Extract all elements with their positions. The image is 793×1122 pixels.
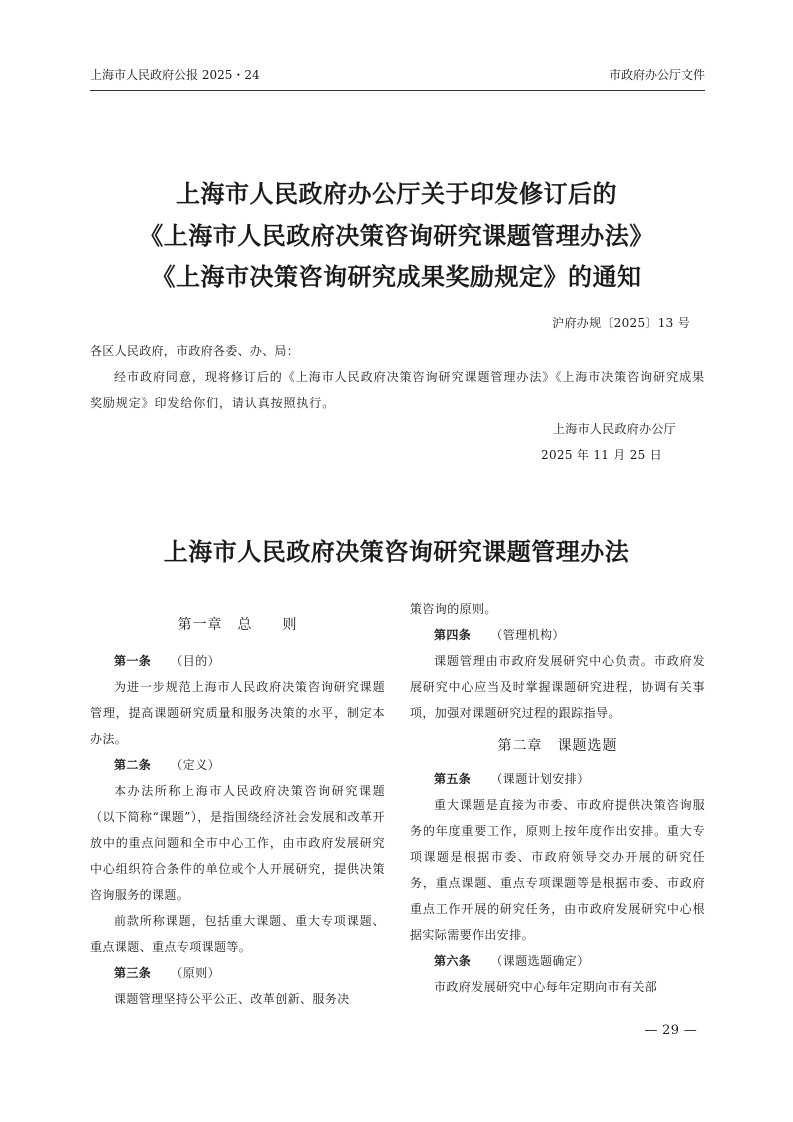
notice-date: 2025 年 11 月 25 日 — [541, 448, 662, 462]
article-title: （管理机构） — [490, 628, 565, 642]
article-1-heading — [90, 648, 385, 674]
article-3-text-start: 课题管理坚持公平公正、改革创新、服务决 — [114, 992, 350, 1006]
page-number: — 29 — — [644, 1023, 697, 1038]
article-title: （目的） — [170, 654, 220, 668]
article-5-text: 重大课题是直接为市委、市政府提供决策咨询服务的年度重要工作，原则上按年度作出安排。重大专项课题是根据市委、市政府领导交办开展的研究任务，重点课题、重点专项课题等是根据市委、市政府重点工作开展的研究任务，由市政府发展研究中心根据实际需要作出安排。 — [410, 798, 705, 942]
article-5-heading — [410, 766, 705, 792]
article-3-heading — [90, 960, 385, 986]
article-4-heading — [410, 622, 705, 648]
article-6-heading — [410, 948, 705, 974]
article-2-heading — [90, 752, 385, 778]
article-title: （课题计划安排） — [490, 772, 590, 786]
article-3-text-end: 策咨询的原则。 — [410, 602, 497, 616]
chapter-2-heading: 第二章 课题选题 — [497, 738, 618, 754]
article-label: 第四条 — [434, 628, 472, 642]
article-2-text-1: 本办法所称上海市人民政府决策咨询研究课题（以下简称“课题”），是指围绕经济社会发展和改革开放中的重点问题和全市中心工作，由市政府发展研究中心组织符合条件的单位或个人开展研究，提供决策咨询服务的课题。 — [90, 784, 385, 902]
article-label: 第二条 — [114, 758, 152, 772]
chapter-1-heading: 第一章 总 则 — [177, 617, 298, 633]
article-title: （原则） — [170, 966, 220, 980]
article-6-text: 市政府发展研究中心每年定期向市有关部 — [434, 980, 658, 994]
regulation-title: 上海市人民政府决策咨询研究课题管理办法 — [163, 537, 630, 566]
article-label: 第五条 — [434, 772, 472, 786]
header-section: 市政府办公厅文件 — [608, 68, 705, 82]
article-title: （定义） — [170, 758, 220, 772]
left-column — [90, 596, 385, 1012]
header-rule — [90, 90, 705, 91]
header-publication: 上海市人民政府公报 2025・24 — [90, 68, 260, 82]
document-number: 沪府办规〔2025〕13 号 — [552, 316, 690, 330]
article-1-text: 为进一步规范上海市人民政府决策咨询研究课题管理，提高课题研究质量和服务决策的水平，制定本办法。 — [90, 680, 385, 746]
notice-body: 经市政府同意，现将修订后的《上海市人民政府决策咨询研究课题管理办法》《上海市决策咨询研究成果奖励规定》印发给你们，请认真按照执行。 — [90, 370, 705, 410]
notice-title-line-3: 《上海市决策咨询研究成果奖励规定》的通知 — [151, 262, 642, 291]
article-2-text-2: 前款所称课题，包括重大课题、重大专项课题、重点课题、重点专项课题等。 — [90, 914, 385, 954]
article-label: 第六条 — [434, 954, 472, 968]
notice-title-line-2: 《上海市人民政府决策咨询研究课题管理办法》 — [139, 221, 654, 250]
signature: 上海市人民政府办公厅 — [552, 422, 676, 436]
notice-title-line-1: 上海市人民政府办公厅关于印发修订后的 — [176, 179, 617, 208]
right-column — [410, 596, 705, 1000]
article-4-text: 课题管理由市政府发展研究中心负责。市政府发展研究中心应当及时掌握课题研究进程，协调有关事项，加强对课题研究过程的跟踪指导。 — [410, 654, 705, 720]
article-label: 第三条 — [114, 966, 152, 980]
salutation: 各区人民政府，市政府各委、办、局： — [90, 344, 300, 358]
article-label: 第一条 — [114, 654, 152, 668]
article-title: （课题选题确定） — [490, 954, 590, 968]
